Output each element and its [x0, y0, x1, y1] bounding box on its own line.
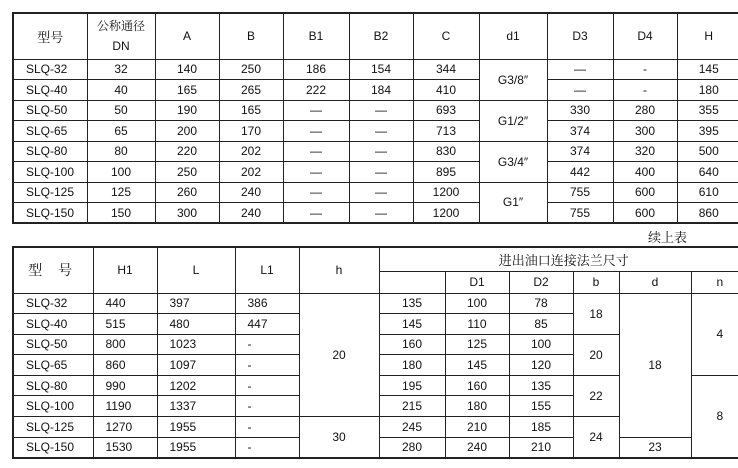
- cell-model: SLQ-125: [13, 182, 87, 203]
- cell-flange-value: 180: [379, 355, 445, 376]
- cell-D1: 160: [445, 375, 509, 396]
- cell-B: 202: [219, 141, 283, 162]
- cell-C: 713: [413, 121, 479, 142]
- cell-L: 397: [157, 293, 235, 314]
- cell-B2: 184: [349, 80, 413, 101]
- cell-dn: 125: [87, 182, 155, 203]
- cell-b: 20: [573, 334, 619, 375]
- cell-B: 165: [219, 100, 283, 121]
- cell-D4: 280: [613, 100, 677, 121]
- cell-L: 1955: [157, 417, 235, 438]
- cell-h: 30: [299, 417, 379, 458]
- cell-A: 190: [155, 100, 219, 121]
- cell-H: 145: [677, 59, 738, 80]
- cell-L1: -: [235, 396, 299, 417]
- header-flange-group: 进出油口连接法兰尺寸: [379, 247, 738, 271]
- cell-dn: 80: [87, 141, 155, 162]
- cell-dn: 32: [87, 59, 155, 80]
- cell-B2: 154: [349, 59, 413, 80]
- cell-D4: 400: [613, 162, 677, 183]
- cell-model: SLQ-65: [13, 355, 93, 376]
- table-row: [13, 80, 738, 101]
- cell-model: SLQ-80: [13, 375, 93, 396]
- cell-H: 500: [677, 141, 738, 162]
- table-row: [13, 182, 738, 203]
- cell-n: 4: [691, 293, 738, 375]
- continued-caption: 续上表: [648, 230, 688, 245]
- cell-A: 200: [155, 121, 219, 142]
- cell-D3: 330: [547, 100, 613, 121]
- cell-B2: —: [349, 121, 413, 142]
- dimension-table-1: [12, 12, 738, 224]
- cell-model: SLQ-80: [13, 141, 87, 162]
- table-row: [13, 162, 738, 183]
- cell-b: 24: [573, 417, 619, 458]
- header-H: H: [677, 13, 738, 59]
- cell-L1: 386: [235, 293, 299, 314]
- cell-flange-value: 215: [379, 396, 445, 417]
- table-row: [13, 100, 738, 121]
- cell-model: SLQ-150: [13, 437, 93, 458]
- cell-d1: G1″: [479, 182, 547, 223]
- cell-L: 1337: [157, 396, 235, 417]
- cell-model: SLQ-50: [13, 100, 87, 121]
- header-B1: B1: [283, 13, 349, 59]
- cell-H: 860: [677, 203, 738, 224]
- cell-D1: 100: [445, 293, 509, 314]
- cell-B1: —: [283, 203, 349, 224]
- cell-A: 260: [155, 182, 219, 203]
- cell-C: 895: [413, 162, 479, 183]
- cell-flange-value: 195: [379, 375, 445, 396]
- cell-B1: —: [283, 121, 349, 142]
- cell-D1: 145: [445, 355, 509, 376]
- header-D3: D3: [547, 13, 613, 59]
- cell-D2: 155: [509, 396, 573, 417]
- cell-model: SLQ-100: [13, 396, 93, 417]
- table-header-row: [13, 247, 738, 271]
- cell-L1: -: [235, 437, 299, 458]
- cell-C: 1200: [413, 182, 479, 203]
- header-D1: D1: [445, 271, 509, 293]
- cell-H1: 800: [93, 334, 157, 355]
- cell-D4: 600: [613, 203, 677, 224]
- header-B2: B2: [349, 13, 413, 59]
- table-row: [13, 59, 738, 80]
- header-b: b: [573, 271, 619, 293]
- cell-D3: —: [547, 80, 613, 101]
- cell-d: 18: [619, 293, 691, 437]
- cell-A: 140: [155, 59, 219, 80]
- cell-B2: —: [349, 182, 413, 203]
- cell-C: 693: [413, 100, 479, 121]
- cell-L1: 447: [235, 314, 299, 335]
- header-model: 型号: [13, 13, 87, 59]
- cell-H: 610: [677, 182, 738, 203]
- cell-B1: —: [283, 141, 349, 162]
- cell-D3: 755: [547, 203, 613, 224]
- cell-H: 640: [677, 162, 738, 183]
- cell-C: 410: [413, 80, 479, 101]
- cell-H: 355: [677, 100, 738, 121]
- header-dn: [87, 13, 155, 59]
- cell-H1: 440: [93, 293, 157, 314]
- cell-C: 830: [413, 141, 479, 162]
- cell-L1: -: [235, 334, 299, 355]
- cell-A: 165: [155, 80, 219, 101]
- cell-d1: G3/8″: [479, 59, 547, 100]
- header-L1: L1: [235, 247, 299, 293]
- header-B: B: [219, 13, 283, 59]
- cell-flange-value: 145: [379, 314, 445, 335]
- cell-H: 180: [677, 80, 738, 101]
- cell-H1: 1530: [93, 437, 157, 458]
- cell-D2: 120: [509, 355, 573, 376]
- cell-L: 1023: [157, 334, 235, 355]
- cell-H1: 860: [93, 355, 157, 376]
- cell-model: SLQ-150: [13, 203, 87, 224]
- cell-B: 250: [219, 59, 283, 80]
- table-row: [13, 293, 738, 314]
- cell-h: 20: [299, 293, 379, 417]
- table-header-row: [13, 13, 738, 59]
- cell-D1: 110: [445, 314, 509, 335]
- header-D4: D4: [613, 13, 677, 59]
- cell-H1: 990: [93, 375, 157, 396]
- header-A: A: [155, 13, 219, 59]
- cell-model: SLQ-100: [13, 162, 87, 183]
- header-d1: d1: [479, 13, 547, 59]
- cell-C: 1200: [413, 203, 479, 224]
- cell-D2: 78: [509, 293, 573, 314]
- cell-A: 220: [155, 141, 219, 162]
- cell-C: 344: [413, 59, 479, 80]
- cell-H1: 1190: [93, 396, 157, 417]
- table-row: [13, 141, 738, 162]
- cell-model: SLQ-65: [13, 121, 87, 142]
- table-row: [13, 203, 738, 224]
- cell-n: 8: [691, 375, 738, 457]
- cell-H: 395: [677, 121, 738, 142]
- cell-dn: 40: [87, 80, 155, 101]
- cell-D2: 85: [509, 314, 573, 335]
- cell-B1: 186: [283, 59, 349, 80]
- cell-B: 170: [219, 121, 283, 142]
- cell-model: SLQ-40: [13, 80, 87, 101]
- cell-d1: G1/2″: [479, 100, 547, 141]
- header-H1: H1: [93, 247, 157, 293]
- cell-D4: 600: [613, 182, 677, 203]
- cell-H1: 515: [93, 314, 157, 335]
- header-dn-line1: 公称通径: [96, 19, 145, 34]
- cell-L1: -: [235, 375, 299, 396]
- cell-D2: 185: [509, 417, 573, 438]
- cell-B: 202: [219, 162, 283, 183]
- cell-dn: 65: [87, 121, 155, 142]
- header-n: n: [691, 271, 738, 293]
- cell-D3: 442: [547, 162, 613, 183]
- cell-D1: 125: [445, 334, 509, 355]
- cell-flange-value: 280: [379, 437, 445, 458]
- header-D2: D2: [509, 271, 573, 293]
- cell-B1: —: [283, 100, 349, 121]
- header-dn-line2: DN: [112, 39, 130, 54]
- cell-A: 250: [155, 162, 219, 183]
- cell-L: 1097: [157, 355, 235, 376]
- cell-flange-value: 135: [379, 293, 445, 314]
- cell-L: 1202: [157, 375, 235, 396]
- cell-dn: 100: [87, 162, 155, 183]
- cell-B2: —: [349, 162, 413, 183]
- cell-D2: 210: [509, 437, 573, 458]
- cell-D1: 210: [445, 417, 509, 438]
- cell-D3: 755: [547, 182, 613, 203]
- header-h: h: [299, 247, 379, 293]
- cell-D4: -: [613, 80, 677, 101]
- cell-model: SLQ-32: [13, 293, 93, 314]
- cell-D4: 300: [613, 121, 677, 142]
- cell-D3: 374: [547, 121, 613, 142]
- cell-flange-value: 160: [379, 334, 445, 355]
- cell-D4: -: [613, 59, 677, 80]
- cell-flange-value: 245: [379, 417, 445, 438]
- cell-model: SLQ-50: [13, 334, 93, 355]
- cell-B2: —: [349, 100, 413, 121]
- table-row: [13, 121, 738, 142]
- cell-B1: —: [283, 162, 349, 183]
- cell-A: 300: [155, 203, 219, 224]
- cell-B: 240: [219, 182, 283, 203]
- cell-B1: 222: [283, 80, 349, 101]
- cell-b: 18: [573, 293, 619, 334]
- cell-model: SLQ-40: [13, 314, 93, 335]
- cell-d: 23: [619, 437, 691, 458]
- header-flange-blank: [379, 271, 445, 293]
- cell-B2: —: [349, 141, 413, 162]
- header-C: C: [413, 13, 479, 59]
- cell-B: 240: [219, 203, 283, 224]
- cell-D4: 320: [613, 141, 677, 162]
- cell-model: SLQ-125: [13, 417, 93, 438]
- cell-L: 1955: [157, 437, 235, 458]
- cell-B1: —: [283, 182, 349, 203]
- cell-B: 265: [219, 80, 283, 101]
- cell-D2: 135: [509, 375, 573, 396]
- cell-H1: 1270: [93, 417, 157, 438]
- header-d: d: [619, 271, 691, 293]
- header-L: L: [157, 247, 235, 293]
- dimension-table-2: [12, 246, 738, 459]
- cell-D2: 100: [509, 334, 573, 355]
- cell-D1: 180: [445, 396, 509, 417]
- cell-dn: 150: [87, 203, 155, 224]
- cell-D1: 240: [445, 437, 509, 458]
- cell-d1: G3/4″: [479, 141, 547, 182]
- cell-b: 22: [573, 375, 619, 416]
- cell-model: SLQ-32: [13, 59, 87, 80]
- cell-L1: -: [235, 417, 299, 438]
- cell-D3: 374: [547, 141, 613, 162]
- cell-dn: 50: [87, 100, 155, 121]
- cell-L: 480: [157, 314, 235, 335]
- cell-D3: —: [547, 59, 613, 80]
- cell-B2: —: [349, 203, 413, 224]
- cell-L1: -: [235, 355, 299, 376]
- header-model: 型 号: [13, 247, 93, 293]
